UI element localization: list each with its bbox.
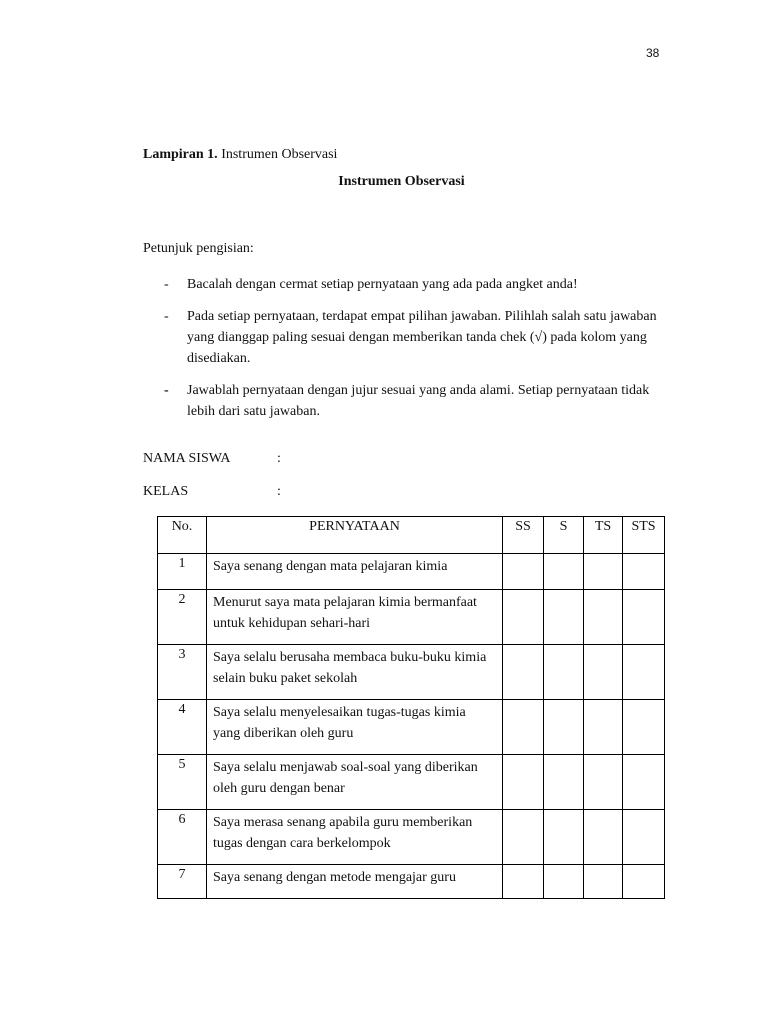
answer-cell-ss[interactable]: [503, 645, 544, 700]
table-row: [158, 700, 665, 755]
answer-cell-ts[interactable]: [584, 865, 623, 899]
appendix-caption: [143, 147, 337, 163]
answer-cell-ts[interactable]: [584, 700, 623, 755]
answer-cell-sts[interactable]: [623, 755, 665, 810]
answer-cell-sts[interactable]: [623, 590, 665, 645]
table-row: [158, 554, 665, 590]
table-row: [158, 755, 665, 810]
page-number: 38: [646, 46, 660, 60]
class-label: KELAS: [143, 484, 189, 499]
answer-cell-ss[interactable]: [503, 810, 544, 865]
page-title: Instrumen Observasi: [338, 174, 465, 189]
answer-cell-ss[interactable]: [503, 865, 544, 899]
answer-cell-s[interactable]: [544, 810, 584, 865]
instruction-text: Bacalah dengan cermat setiap pernyataan yang ada pada angket anda!: [187, 277, 578, 292]
answer-cell-sts[interactable]: [623, 554, 665, 590]
answer-cell-s[interactable]: [544, 700, 584, 755]
table-row: [158, 645, 665, 700]
header-sts: STS: [623, 517, 665, 554]
answer-cell-ss[interactable]: [503, 554, 544, 590]
header-statement: PERNYATAAN: [207, 517, 503, 554]
row-statement: Saya senang dengan mata pelajaran kimia: [207, 554, 503, 590]
instruction-text: Jawablah pernyataan dengan jujur sesuai yang anda alami. Setiap pernyataan tidak lebih dari satu jawaban.: [187, 383, 650, 419]
answer-cell-ts[interactable]: [584, 554, 623, 590]
table-row: [158, 865, 665, 899]
answer-cell-s[interactable]: [544, 554, 584, 590]
row-statement: Saya senang dengan metode mengajar guru: [207, 865, 503, 899]
answer-cell-ts[interactable]: [584, 810, 623, 865]
bullet-dash: -: [164, 383, 169, 398]
instructions-heading: Petunjuk pengisian:: [143, 241, 254, 256]
row-number: 2: [158, 590, 207, 645]
answer-cell-ts[interactable]: [584, 645, 623, 700]
answer-cell-s[interactable]: [544, 755, 584, 810]
row-statement: Menurut saya mata pelajaran kimia bermanfaat untuk kehidupan sehari-hari: [207, 590, 503, 645]
row-statement: Saya merasa senang apabila guru memberikan tugas dengan cara berkelompok: [207, 810, 503, 865]
row-number: 3: [158, 645, 207, 700]
answer-cell-s[interactable]: [544, 590, 584, 645]
row-statement: Saya selalu menjawab soal-soal yang diberikan oleh guru dengan benar: [207, 755, 503, 810]
student-name-field: [143, 451, 281, 467]
row-statement: Saya selalu berusaha membaca buku-buku kimia selain buku paket sekolah: [207, 645, 503, 700]
answer-cell-s[interactable]: [544, 645, 584, 700]
answer-cell-ts[interactable]: [584, 755, 623, 810]
answer-cell-sts[interactable]: [623, 645, 665, 700]
observation-table: [157, 516, 665, 899]
bullet-dash: -: [164, 309, 169, 324]
answer-cell-ss[interactable]: [503, 755, 544, 810]
answer-cell-ss[interactable]: [503, 590, 544, 645]
header-s: S: [544, 517, 584, 554]
row-number: 4: [158, 700, 207, 755]
row-number: 6: [158, 810, 207, 865]
table-header-row: [158, 517, 665, 554]
row-number: 1: [158, 554, 207, 590]
answer-cell-ss[interactable]: [503, 700, 544, 755]
table-row: [158, 810, 665, 865]
answer-cell-sts[interactable]: [623, 810, 665, 865]
class-colon: :: [277, 484, 281, 499]
caption-text: Instrumen Observasi: [217, 147, 338, 162]
header-ts: TS: [584, 517, 623, 554]
header-ss: SS: [503, 517, 544, 554]
header-no: No.: [158, 517, 207, 554]
caption-label: Lampiran 1.: [143, 147, 218, 162]
student-name-colon: :: [277, 451, 281, 466]
row-number: 7: [158, 865, 207, 899]
answer-cell-sts[interactable]: [623, 700, 665, 755]
answer-cell-s[interactable]: [544, 865, 584, 899]
row-statement: Saya selalu menyelesaikan tugas-tugas kimia yang diberikan oleh guru: [207, 700, 503, 755]
instruction-text: Pada setiap pernyataan, terdapat empat pilihan jawaban. Pilihlah salah satu jawaban yang dianggap paling sesuai dengan memberikan tanda chek (√) pada kolom yang disediakan.: [187, 309, 657, 366]
answer-cell-ts[interactable]: [584, 590, 623, 645]
class-field: [143, 484, 281, 500]
table-row: [158, 590, 665, 645]
row-number: 5: [158, 755, 207, 810]
bullet-dash: -: [164, 277, 169, 292]
student-name-label: NAMA SISWA: [143, 451, 231, 466]
answer-cell-sts[interactable]: [623, 865, 665, 899]
